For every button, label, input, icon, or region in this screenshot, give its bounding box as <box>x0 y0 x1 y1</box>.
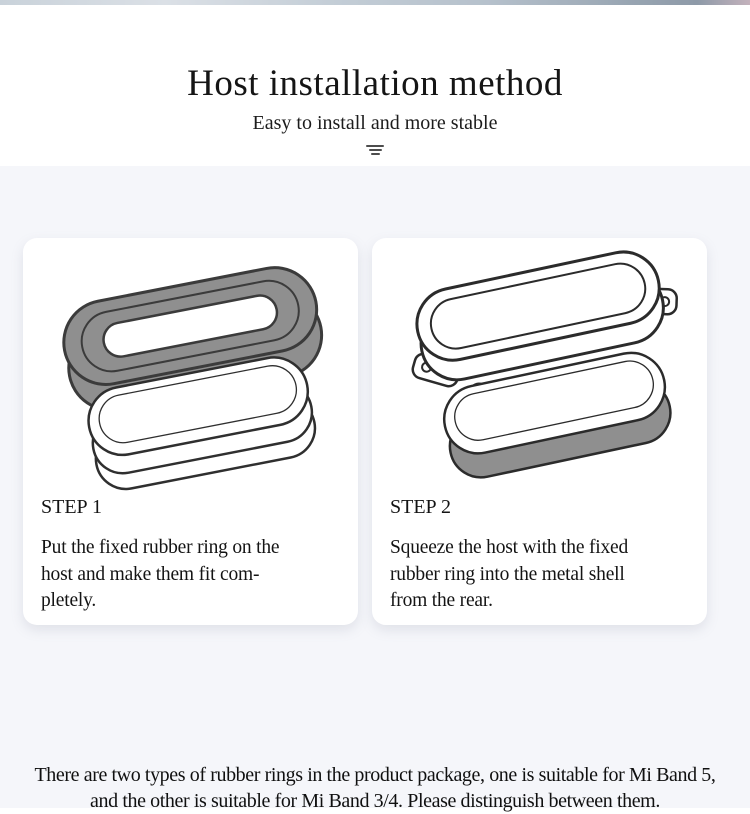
page-subtitle: Easy to install and more stable <box>252 111 498 134</box>
step-label: STEP 2 <box>390 496 451 518</box>
step-description-line: host and make them fit com- <box>41 563 260 585</box>
step-description-line: from the rear. <box>390 590 493 611</box>
metal-shell-and-host-illustration <box>390 238 689 490</box>
footer-note-line: There are two types of rubber rings in the product package, one is suitable for Mi Band 5, <box>34 764 716 786</box>
step-description <box>41 535 340 615</box>
header <box>0 5 750 166</box>
step-description <box>390 535 689 615</box>
rubber-ring-and-host-illustration <box>41 238 340 490</box>
step-description-line: Squeeze the host with the fixed <box>390 537 629 558</box>
page-title: Host installation method <box>187 63 563 104</box>
steps-section <box>0 166 750 750</box>
footer-note <box>0 750 750 812</box>
step-label: STEP 1 <box>41 496 102 518</box>
step-description-line: rubber ring into the metal shell <box>390 563 625 585</box>
step-description-line: Put the fixed rubber ring on the <box>41 537 280 558</box>
step-description-line: pletely. <box>41 590 97 611</box>
step-card-1 <box>23 238 358 625</box>
triple-line-divider-icon <box>363 145 387 155</box>
footer-note-line: and the other is suitable for Mi Band 3/4. Please distinguish between them. <box>90 790 660 812</box>
step-card-2 <box>372 238 707 625</box>
